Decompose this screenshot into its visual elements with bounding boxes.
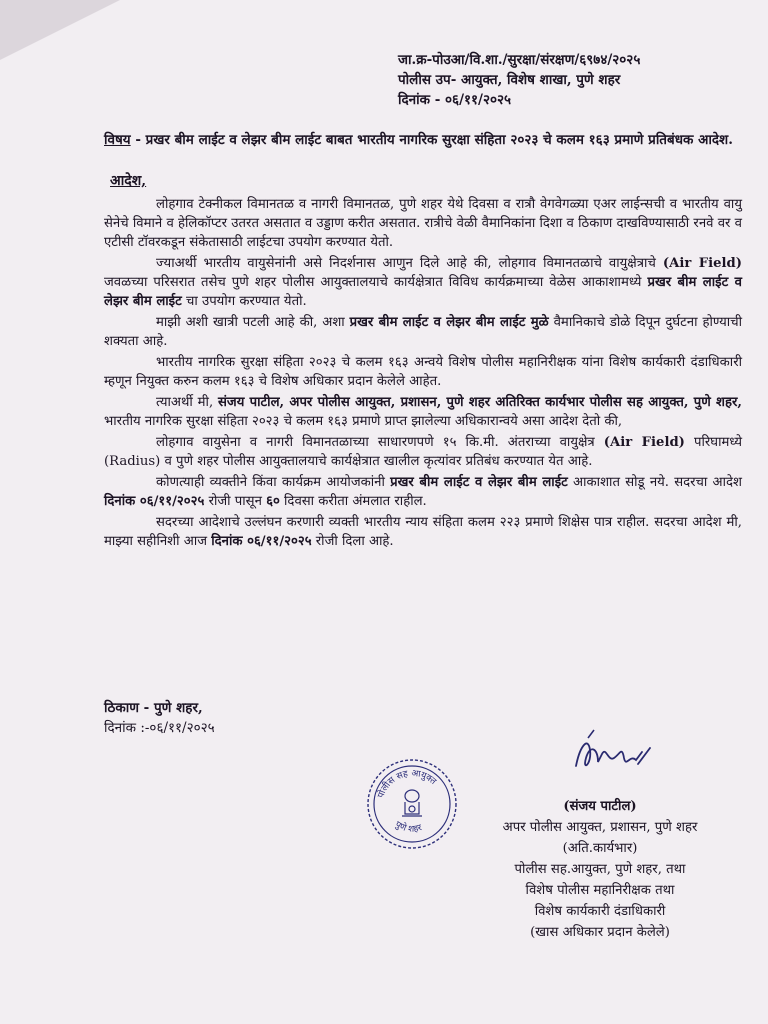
header-date: दिनांक - ०६/११/२०२५ xyxy=(398,92,512,108)
paragraph-6: लोहगाव वायुसेना व नागरी विमानतळाच्या साधारणपणे १५ कि.मी. अंतराच्या वायुक्षेत्र (Air Field) परिघामध्ये (Radius) व पुणे शहर पोलीस आयुक्तालयाचे कार्यक्षेत्रात खालील कृत्यांवर प्रतिबंध करण्यात येत आहे. xyxy=(104,435,742,469)
paragraph-2: ज्याअर्थी भारतीय वायुसेनांनी असे निदर्शनास आणुन दिले आहे की, लोहगाव विमानतळाचे वायुक्षेत्राचे (Air Field) जवळच्या परिसरात तसेच पुणे शहर पोलीस आयुक्तालयाचे कार्यक्षेत्रात विविध कार्यक्रमाच्या वेळेस आकाशामध्ये प्रखर बीम लाईट व लेझर बीम लाईट चा उपयोग करण्यात येतो. xyxy=(104,256,742,309)
order-heading: आदेश, xyxy=(110,173,147,189)
signatory-line-2: (अति.कार्यभार) xyxy=(562,841,638,856)
paragraph-3: माझी अशी खात्री पटली आहे की, अशा प्रखर बीम लाईट व लेझर बीम लाईट मुळे वैमानिकाचे डोळे दिपून दुर्घटना होण्याची शक्यता आहे. xyxy=(104,315,742,349)
place-location: ठिकाण - पुणे शहर, xyxy=(104,700,203,716)
handwritten-signature-icon xyxy=(568,728,658,788)
paragraph-8: सदरच्या आदेशाचे उल्लंघन करणारी व्यक्ती भारतीय न्याय संहिता कलम २२३ प्रमाणे शिक्षेस पात्र राहील. सदरचा आदेश मी, माझ्या सहीनिशी आज दिनांक ०६/११/२०२५ रोजी दिला आहे. xyxy=(104,515,742,549)
official-seal-icon xyxy=(364,756,460,852)
svg-text:पुणे शहर: पुणे शहर xyxy=(392,819,424,835)
subject-line xyxy=(104,130,742,150)
signatory-line-1: अपर पोलीस आयुक्त, प्रशासन, पुणे शहर xyxy=(502,820,698,835)
paragraph-7: कोणत्याही व्यक्तीने किंवा कार्यक्रम आयोजकांनी प्रखर बीम लाईट व लेझर बीम लाईट आकाशात सोडू नये. सदरचा आदेश दिनांक ०६/११/२०२५ रोजी पासून ६० दिवसा करीता अंमलात राहील. xyxy=(104,475,742,509)
signatory-line-5: विशेष कार्यकारी दंडाधिकारी xyxy=(534,904,666,919)
order-body xyxy=(104,195,742,553)
place-date: दिनांक :-०६/११/२०२५ xyxy=(104,720,215,736)
issuing-office: पोलीस उप- आयुक्त, विशेष शाखा, पुणे शहर xyxy=(398,72,621,88)
subject-text: - प्रखर बीम लाईट व लेझर बीम लाईट बाबत भारतीय नागरिक सुरक्षा संहिता २०२३ चे कलम १६३ प्रमाणे प्रतिबंधक आदेश. xyxy=(130,132,733,148)
signatory-line-6: (खास अधिकार प्रदान केलेले) xyxy=(530,925,670,940)
reference-number: जा.क्र-पोउआ/वि.शा./सुरक्षा/संरक्षण/६९७४/२०२५ xyxy=(398,52,641,68)
svg-text:पोलीस सह आयुक्त: पोलीस सह आयुक्त xyxy=(376,768,438,800)
paragraph-5: त्याअर्थी मी, संजय पाटील, अपर पोलीस आयुक्त, प्रशासन, पुणे शहर अतिरिक्त कार्यभार पोलीस सह आयुक्त, पुणे शहर, भारतीय नागरिक सुरक्षा संहिता २०२३ चे कलम १६३ प्रमाणे प्राप्त झालेल्या अधिकारान्वये असा आदेश देतो की, xyxy=(104,395,742,429)
signatory-block xyxy=(470,796,730,943)
signatory-name: (संजय पाटील) xyxy=(563,799,637,814)
document-header xyxy=(398,50,758,110)
paragraph-1: लोहगाव टेक्नीकल विमानतळ व नागरी विमानतळ, पुणे शहर येथे दिवसा व रात्रौ वेगवेगळ्या एअर लाईन्सची व भारतीय वायु सेनेचे विमाने व हेलिकॉप्टर उतरत असतात व उड्डाण करीत असतात. रात्रीचे वेळी वैमानिकांना दिशा व ठिकाण दाखविण्यासाठी रनवे वर व एटीसी टॉवरकडून संकेतासाठी लाईटचा उपयोग करण्यात येतो. xyxy=(104,197,742,250)
paragraph-4: भारतीय नागरिक सुरक्षा संहिता २०२३ चे कलम १६३ अन्वये विशेष पोलीस महानिरीक्षक यांना विशेष कार्यकारी दंडाधिकारी म्हणून नियुक्त करुन कलम १६३ चे विशेष अधिकार प्रदान केलेले आहेत. xyxy=(104,355,742,389)
signatory-line-4: विशेष पोलीस महानिरीक्षक तथा xyxy=(525,883,675,898)
signatory-line-3: पोलीस सह.आयुक्त, पुणे शहर, तथा xyxy=(514,862,686,877)
place-and-date xyxy=(104,698,215,738)
subject-label: विषय xyxy=(104,132,131,148)
